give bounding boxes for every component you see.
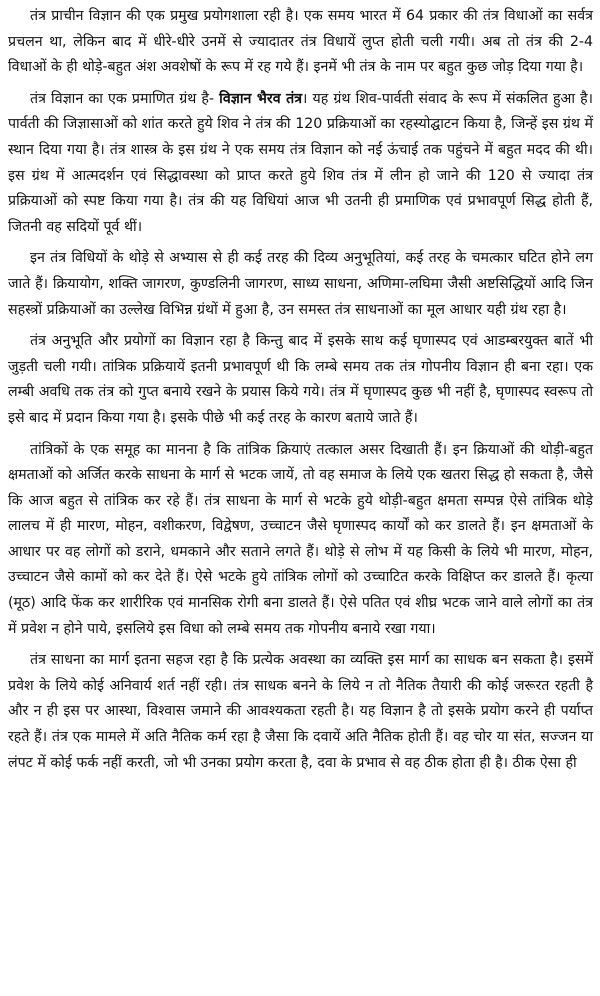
book-title: विज्ञान भैरव तंत्र <box>219 90 303 107</box>
paragraph-2-lead: तंत्र विज्ञान का एक प्रमाणित ग्रंथ है- <box>30 90 220 107</box>
paragraph-2 <box>8 87 593 241</box>
paragraph-6: तंत्र साधना का मार्ग इतना सहज रहा है कि प्रत्येक अवस्था का व्यक्ति इस मार्ग का साधक बन सकता है। इसमें प्रवेश के लिये कोई अनिवार्य शर्त नहीं रही। तंत्र साधक बनने के लिये न तो नैतिक तैयारी की कोई जरूरत रहती है और न ही इस पर आस्था, विश्वास जमाने की आवश्यकता रहती है। यह विज्ञान है तो इसके प्रयोग करने ही पर्याप्त रहते हैं। तंत्र एक मामले में अति नैतिक कर्म रहा है जैसा कि दवायें अति नैतिक होती हैं। वह चोर या संत, सज्जन या लंपट में कोई फर्क नहीं करती, जो भी उनका प्रयोग करता है, दवा के प्रभाव से वह ठीक होता ही है। ठीक ऐसा ही <box>8 652 593 771</box>
paragraph-2-rest: । यह ग्रंथ शिव-पार्वती संवाद के रूप में संकलित हुआ है। पार्वती की जिज्ञासाओं को शांत करते हुये शिव ने तंत्र की 120 प्रक्रियाओं का रहस्योद्घाटन किया है, जिन्हें इस ग्रंथ में स्थान दिया गया है। तंत्र शास्त्र के इस ग्रंथ ने एक समय तंत्र विज्ञान को नई ऊंचाई तक पहुंचने में बहुत मदद की थी। इस ग्रंथ में आत्मदर्शन एवं सिद्धावस्था को प्राप्त करते हुये शिव तंत्र में लीन हो जाने की 120 से ज्यादा तंत्र प्रक्रियाओं को स्पष्ट किया गया है। तंत्र की यह विधियां आज भी उतनी ही प्रमाणिक एवं प्रभावपूर्ण सिद्ध होती हैं, जितनी वह सदियों पूर्व थीं। <box>8 90 594 235</box>
paragraph-3: इन तंत्र विधियों के थोड़े से अभ्यास से ही कई तरह की दिव्य अनुभूतियां, कई तरह के चमत्कार घटित होने लग जाते हैं। क्रियायोग, शक्ति जागरण, कुण्डलिनी जागरण, साध्य साधना, अणिमा-लघिमा जैसी अष्टसिद्धियों आदि जिन सहस्त्रों प्रक्रियाओं का उल्लेख विभिन्न ग्रंथों में हुआ है, उन समस्त तंत्र साधनाओं का मूल आधार यही ग्रंथ रहा है। <box>8 250 593 318</box>
paragraph-5: तांत्रिकों के एक समूह का मानना है कि तांत्रिक क्रियाएं तत्काल असर दिखाती हैं। इन क्रियाओं की थोड़ी-बहुत क्षमताओं को अर्जित करके साधना के मार्ग से भटक जायें, तो वह समाज के लिये एक खतरा सिद्ध हो सकता है, जैसे कि आज बहुत से तांत्रिक कर रहे हैं। तंत्र साधना के मार्ग से भटके हुये थोड़ी-बहुत क्षमता सम्पन्न ऐसे तांत्रिक थोड़े लालच में ही मारण, मोहन, वशीकरण, विद्वेषण, उच्चाटन जैसे घृणास्पद कार्यों को कर डालते हैं। इन क्षमताओं के आधार पर वह लोगों को डराने, धमकाने और सताने लगते हैं। थोड़े से लोभ में यह किसी के लिये भी मारण, मोहन, उच्चाटन जैसे कामों को कर देते हैं। ऐसे भटके हुये तांत्रिक लोगों को उच्चाटित करके विक्षिप्त कर डालते हैं। कृत्या (मूठ) आदि फेंक कर शारीरिक एवं मानसिक रोगी बना डालते हैं। ऐसे पतित एवं शीघ्र भटक जाने वाले लोगों का तंत्र में प्रवेश न होने पाये, इसलिये इस विधा को लम्बे समय तक गोपनीय बनाये रखा गया। <box>8 441 593 637</box>
paragraph-4: तंत्र अनुभूति और प्रयोगों का विज्ञान रहा है किन्तु बाद में इसके साथ कई घृणास्पद एवं आडम्बरयुक्त बातें भी जुड़ती चली गयी। तांत्रिक प्रक्रियायें इतनी प्रभावपूर्ण थी कि लम्बे समय तक तंत्र गोपनीय विज्ञान ही बना रहा। एक लम्बी अवधि तक तंत्र को गुप्त बनाये रखने के प्रयास किये गये। तंत्र में घृणास्पद कुछ भी नहीं है, घृणास्पद स्वरूप तो इसे बाद में प्रदान किया गया है। इसके पीछे भी कई तरह के कारण बताये जाते हैं। <box>8 333 593 426</box>
paragraph-1: तंत्र प्राचीन विज्ञान की एक प्रमुख प्रयोगशाला रही है। एक समय भारत में 64 प्रकार की तंत्र विधाओं का सर्वत्र प्रचलन था, लेकिन बाद में धीरे-धीरे उनमें से ज्यादातर तंत्र विधायें लुप्त होती चली गयी। अब तो तंत्र की 2-4 विधाओं के ही थोड़े-बहुत अंश अवशेषों के रूप में रह गये हैं। इनमें भी तंत्र के नाम पर बहुत कुछ जोड़ दिया गया है। <box>8 8 593 76</box>
